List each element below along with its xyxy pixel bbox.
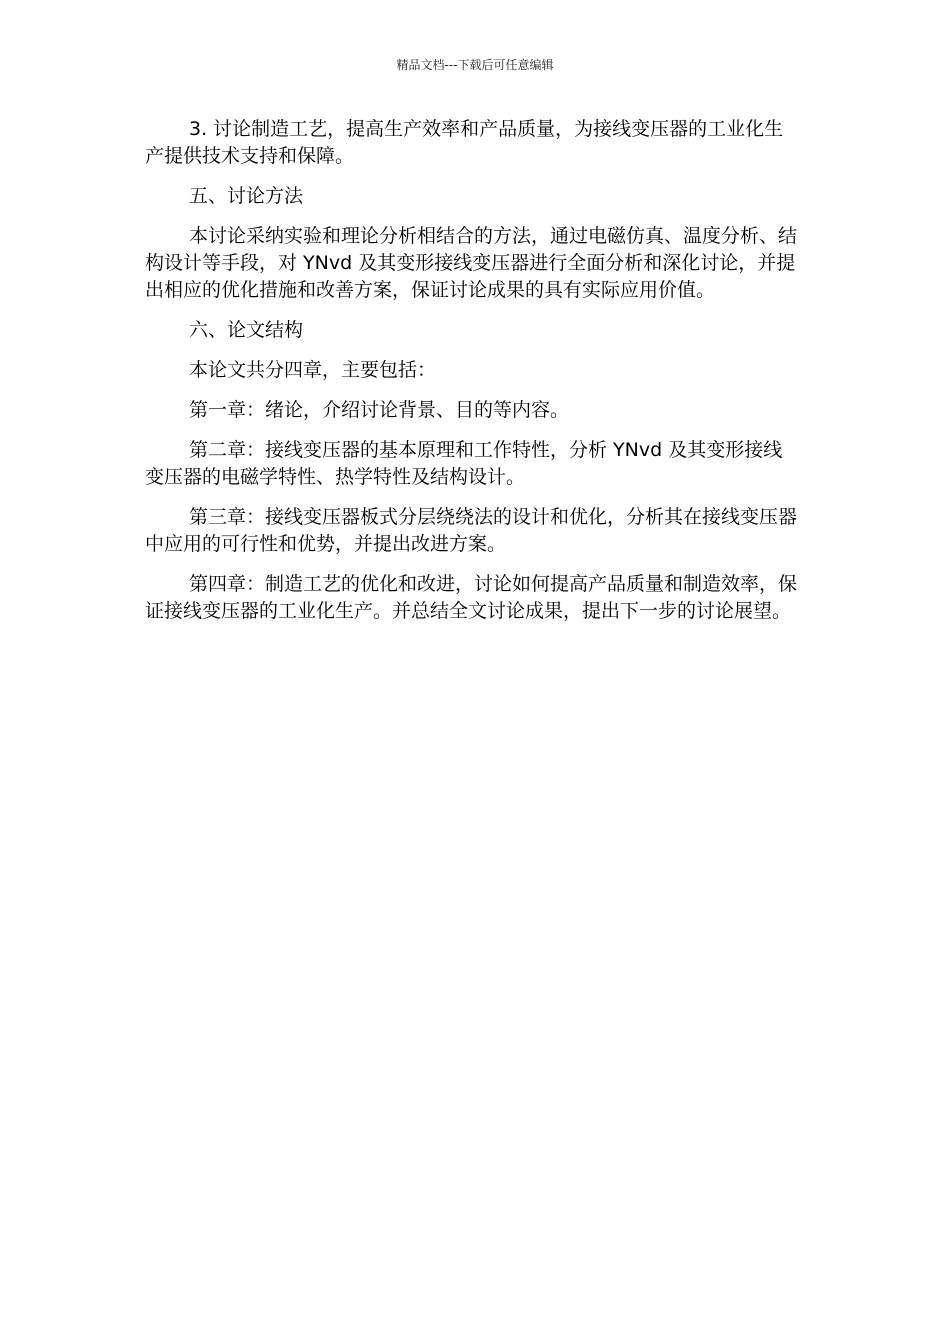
document-body — [145, 116, 801, 638]
paragraph-objective-3: 3. 讨论制造工艺，提高生产效率和产品质量，为接线变压器的工业化生产提供技术支持和保障。 — [145, 118, 784, 167]
paragraph-chapter-2: 第二章：接线变压器的基本原理和工作特性，分析 YNvd 及其变形接线变压器的电磁学特性、热学特性及结构设计。 — [145, 439, 783, 488]
page-header: 精品文档---下载后可任意编辑 — [396, 58, 554, 72]
paragraph-structure-intro: 本论文共分四章，主要包括： — [189, 359, 437, 381]
section-heading-methods: 五、讨论方法 — [189, 185, 304, 207]
paragraph-methods: 本讨论采纳实验和理论分析相结合的方法，通过电磁仿真、温度分析、结构设计等手段，对 YNvd 及其变形接线变压器进行全面分析和深化讨论，并提出相应的优化措施和改善方案，保证讨论成果的具有实际应用价值。 — [145, 225, 798, 301]
paragraph-chapter-1: 第一章：绪论，介绍讨论背景、目的等内容。 — [189, 399, 570, 421]
paragraph-chapter-4: 第四章：制造工艺的优化和改进，讨论如何提高产品质量和制造效率，保证接线变压器的工业化生产。并总结全文讨论成果，提出下一步的讨论展望。 — [145, 573, 798, 622]
paragraph-chapter-3: 第三章：接线变压器板式分层绕绕法的设计和优化，分析其在接线变压器中应用的可行性和优势，并提出改进方案。 — [145, 506, 798, 555]
section-heading-structure: 六、论文结构 — [189, 319, 304, 341]
